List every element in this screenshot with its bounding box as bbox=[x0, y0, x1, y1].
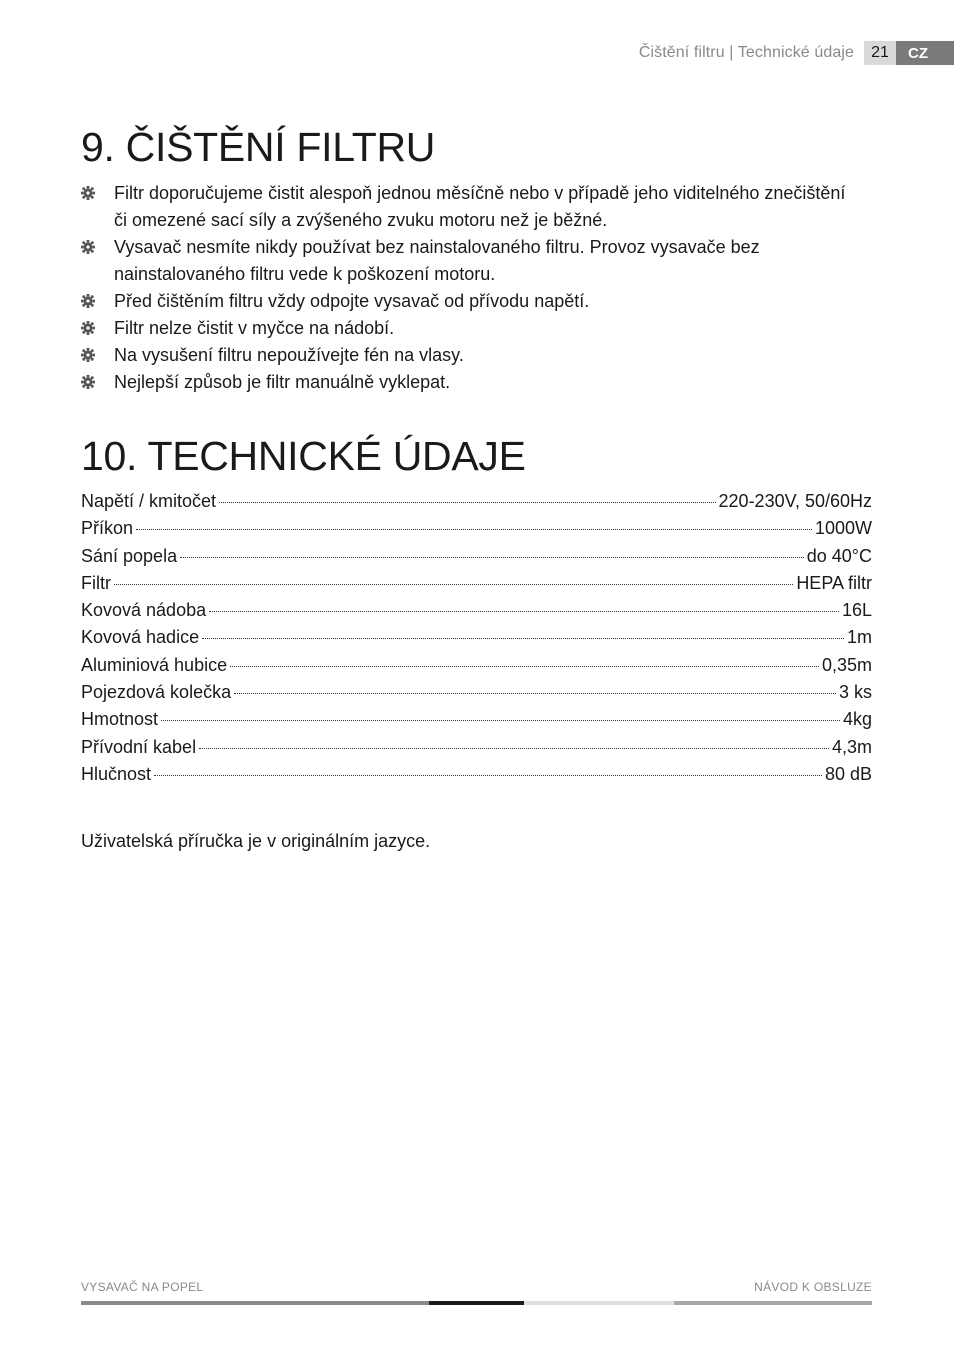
tech-section-title: 10. TECHNICKÉ ÚDAJE bbox=[81, 433, 526, 479]
spec-label: Aluminiová hubice bbox=[81, 654, 228, 675]
spec-row bbox=[81, 518, 872, 545]
spec-value: 1000W bbox=[814, 518, 872, 539]
spec-label: Příkon bbox=[81, 518, 134, 539]
spec-row bbox=[81, 709, 872, 736]
instruction-text-line: Před čištěním filtru vždy odpojte vysavač od přívodu napětí. bbox=[114, 291, 590, 311]
instruction-text-line: Filtr doporučujeme čistit alespoň jednou měsíčně nebo v případě jeho viditelného znečištění bbox=[114, 183, 846, 203]
gear-bullet-icon bbox=[81, 186, 95, 200]
instruction-item bbox=[81, 180, 881, 234]
dot-leader bbox=[209, 611, 839, 612]
dot-leader bbox=[136, 529, 812, 530]
spec-row bbox=[81, 737, 872, 764]
language-note: Uživatelská příručka je v originálním jazyce. bbox=[81, 831, 431, 851]
spec-label: Hmotnost bbox=[81, 709, 159, 730]
spec-table bbox=[81, 491, 872, 791]
spec-value: 16L bbox=[841, 600, 872, 621]
gear-bullet-icon bbox=[81, 321, 95, 335]
instruction-item bbox=[81, 315, 881, 342]
instruction-item bbox=[81, 288, 881, 315]
footer-bar-segment bbox=[429, 1301, 524, 1305]
instruction-item bbox=[81, 234, 881, 288]
spec-row bbox=[81, 655, 872, 682]
spec-row bbox=[81, 600, 872, 627]
dot-leader bbox=[219, 502, 715, 503]
footer-bar-segment bbox=[81, 1301, 429, 1305]
instruction-text-line: nainstalovaného filtru vede k poškození motoru. bbox=[114, 264, 496, 284]
spec-label: Pojezdová kolečka bbox=[81, 682, 232, 703]
language-badge: CZ bbox=[896, 41, 954, 65]
dot-leader bbox=[154, 775, 822, 776]
spec-label: Kovová nádoba bbox=[81, 600, 207, 621]
spec-row bbox=[81, 573, 872, 600]
dot-leader bbox=[230, 666, 819, 667]
instruction-text-line: Na vysušení filtru nepoužívejte fén na vlasy. bbox=[114, 345, 464, 365]
spec-label: Sání popela bbox=[81, 545, 178, 566]
dot-leader bbox=[114, 584, 793, 585]
spec-label: Napětí / kmitočet bbox=[81, 491, 217, 511]
dot-leader bbox=[202, 638, 844, 639]
instruction-item bbox=[81, 342, 881, 369]
footer-doc-type: NÁVOD K OBSLUZE bbox=[754, 1280, 872, 1294]
instruction-text-line: Nejlepší způsob je filtr manuálně vyklepat. bbox=[114, 372, 451, 392]
spec-value: do 40°C bbox=[806, 545, 872, 566]
gear-bullet-icon bbox=[81, 294, 95, 308]
dot-leader bbox=[234, 693, 836, 694]
page-header bbox=[639, 41, 954, 65]
instruction-text-line: či omezené sací síly a zvýšeného zvuku motoru než je běžné. bbox=[114, 210, 608, 230]
spec-value: 3 ks bbox=[838, 682, 872, 703]
gear-bullet-icon bbox=[81, 375, 95, 389]
spec-value: 4,3m bbox=[831, 736, 872, 757]
instruction-item bbox=[81, 369, 881, 396]
spec-row bbox=[81, 764, 872, 791]
footer-bar-segment bbox=[524, 1301, 674, 1305]
page-number: 21 bbox=[864, 41, 896, 65]
filter-instructions-list bbox=[81, 180, 881, 396]
spec-label: Hlučnost bbox=[81, 763, 152, 784]
spec-value: 0,35m bbox=[821, 654, 872, 675]
dot-leader bbox=[199, 748, 829, 749]
spec-row bbox=[81, 491, 872, 518]
spec-row bbox=[81, 546, 872, 573]
spec-row bbox=[81, 627, 872, 654]
filter-section-title: 9. ČIŠTĚNÍ FILTRU bbox=[81, 124, 436, 170]
header-section-title: Čištění filtru | Technické údaje bbox=[638, 44, 854, 61]
footer-bar-segment bbox=[674, 1301, 872, 1305]
footer-product-name: VYSAVAČ NA POPEL bbox=[81, 1280, 204, 1294]
gear-bullet-icon bbox=[81, 348, 95, 362]
gear-bullet-icon bbox=[81, 240, 95, 254]
spec-value: HEPA filtr bbox=[796, 572, 872, 593]
spec-label: Přívodní kabel bbox=[81, 736, 197, 757]
dot-leader bbox=[180, 557, 804, 558]
spec-label: Kovová hadice bbox=[81, 627, 200, 648]
instruction-text-line: Vysavač nesmíte nikdy používat bez nainstalovaného filtru. Provoz vysavače bez bbox=[114, 237, 760, 257]
spec-label: Filtr bbox=[81, 572, 111, 593]
instruction-text-line: Filtr nelze čistit v myčce na nádobí. bbox=[114, 318, 395, 338]
spec-value: 220-230V, 50/60Hz bbox=[718, 491, 872, 511]
spec-value: 4kg bbox=[842, 709, 872, 730]
dot-leader bbox=[161, 720, 840, 721]
spec-value: 80 dB bbox=[824, 763, 872, 784]
spec-row bbox=[81, 682, 872, 709]
spec-value: 1m bbox=[846, 627, 872, 648]
